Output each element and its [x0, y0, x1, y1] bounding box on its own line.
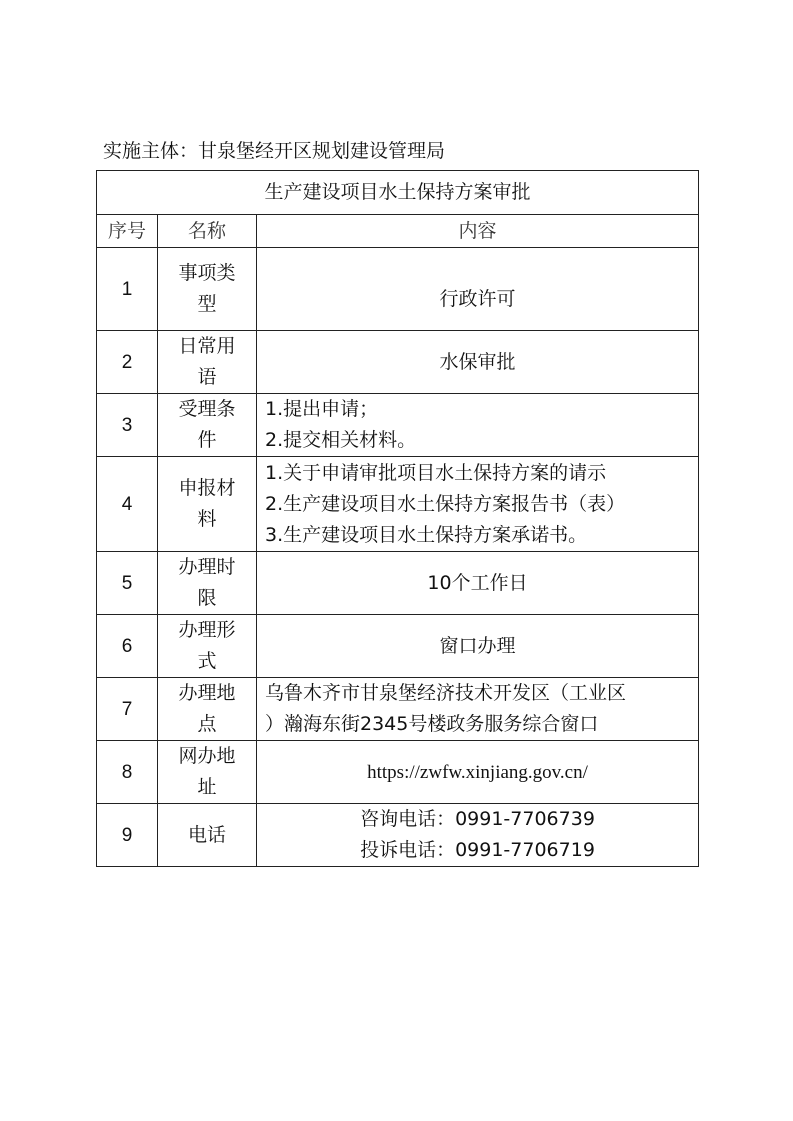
- table-row: [97, 331, 699, 394]
- row-content: [257, 457, 699, 552]
- table-title-row: [97, 171, 699, 215]
- row-content: [257, 552, 699, 615]
- row-content: [257, 615, 699, 678]
- row-number: 7: [97, 678, 158, 741]
- table-row: [97, 248, 699, 331]
- table-row: [97, 552, 699, 615]
- table-row: [97, 615, 699, 678]
- implementing-body: 实施主体：甘泉堡经开区规划建设管理局: [103, 140, 446, 162]
- content-line: 水保审批: [439, 350, 516, 373]
- table-title: 生产建设项目水土保持方案审批: [97, 171, 699, 215]
- row-content: [257, 331, 699, 394]
- content-line: 窗口办理: [439, 634, 516, 657]
- row-name: 事项类型: [158, 248, 257, 331]
- row-content: [257, 248, 699, 331]
- content-line: 行政许可: [439, 287, 516, 310]
- content-line: 10个工作日: [427, 571, 528, 594]
- header-no: 序号: [97, 215, 158, 248]
- row-name: 受理条件: [158, 394, 257, 457]
- content-line: 1.提出申请；: [265, 398, 379, 420]
- row-content: [257, 394, 699, 457]
- table-row: [97, 741, 699, 804]
- row-number: 6: [97, 615, 158, 678]
- row-number: 8: [97, 741, 158, 804]
- row-number: 3: [97, 394, 158, 457]
- row-name: 日常用语: [158, 331, 257, 394]
- row-number: 1: [97, 248, 158, 331]
- content-line: 3.生产建设项目水土保持方案承诺书。: [265, 523, 588, 546]
- online-service-url: https://zwfw.xinjiang.gov.cn/: [367, 761, 588, 783]
- table-row: [97, 678, 699, 741]
- header-content: 内容: [257, 215, 699, 248]
- header-name: 名称: [158, 215, 257, 248]
- approval-table: [96, 170, 699, 867]
- row-content: [257, 804, 699, 867]
- content-line: ）瀚海东街2345号楼政务服务综合窗口: [265, 713, 599, 735]
- table-row: [97, 457, 699, 552]
- content-line: 乌鲁木齐市甘泉堡经济技术开发区（工业区: [265, 682, 627, 704]
- row-number: 9: [97, 804, 158, 867]
- row-number: 2: [97, 331, 158, 394]
- row-name: 办理地点: [158, 678, 257, 741]
- table-header-row: [97, 215, 699, 248]
- row-content: [257, 741, 699, 804]
- table-row: [97, 804, 699, 867]
- row-number: 5: [97, 552, 158, 615]
- content-line: 2.提交相关材料。: [265, 429, 417, 451]
- row-name: 办理时限: [158, 552, 257, 615]
- table-row: [97, 394, 699, 457]
- row-name: 电话: [158, 804, 257, 867]
- row-number: 4: [97, 457, 158, 552]
- complaint-phone: 投诉电话：0991-7706719: [360, 839, 595, 861]
- row-name: 办理形式: [158, 615, 257, 678]
- consult-phone: 咨询电话：0991-7706739: [360, 808, 595, 830]
- row-content: [257, 678, 699, 741]
- content-line: 2.生产建设项目水土保持方案报告书（表）: [265, 492, 626, 515]
- content-line: 1.关于申请审批项目水土保持方案的请示: [265, 461, 607, 484]
- row-name: 申报材料: [158, 457, 257, 552]
- row-name: 网办地址: [158, 741, 257, 804]
